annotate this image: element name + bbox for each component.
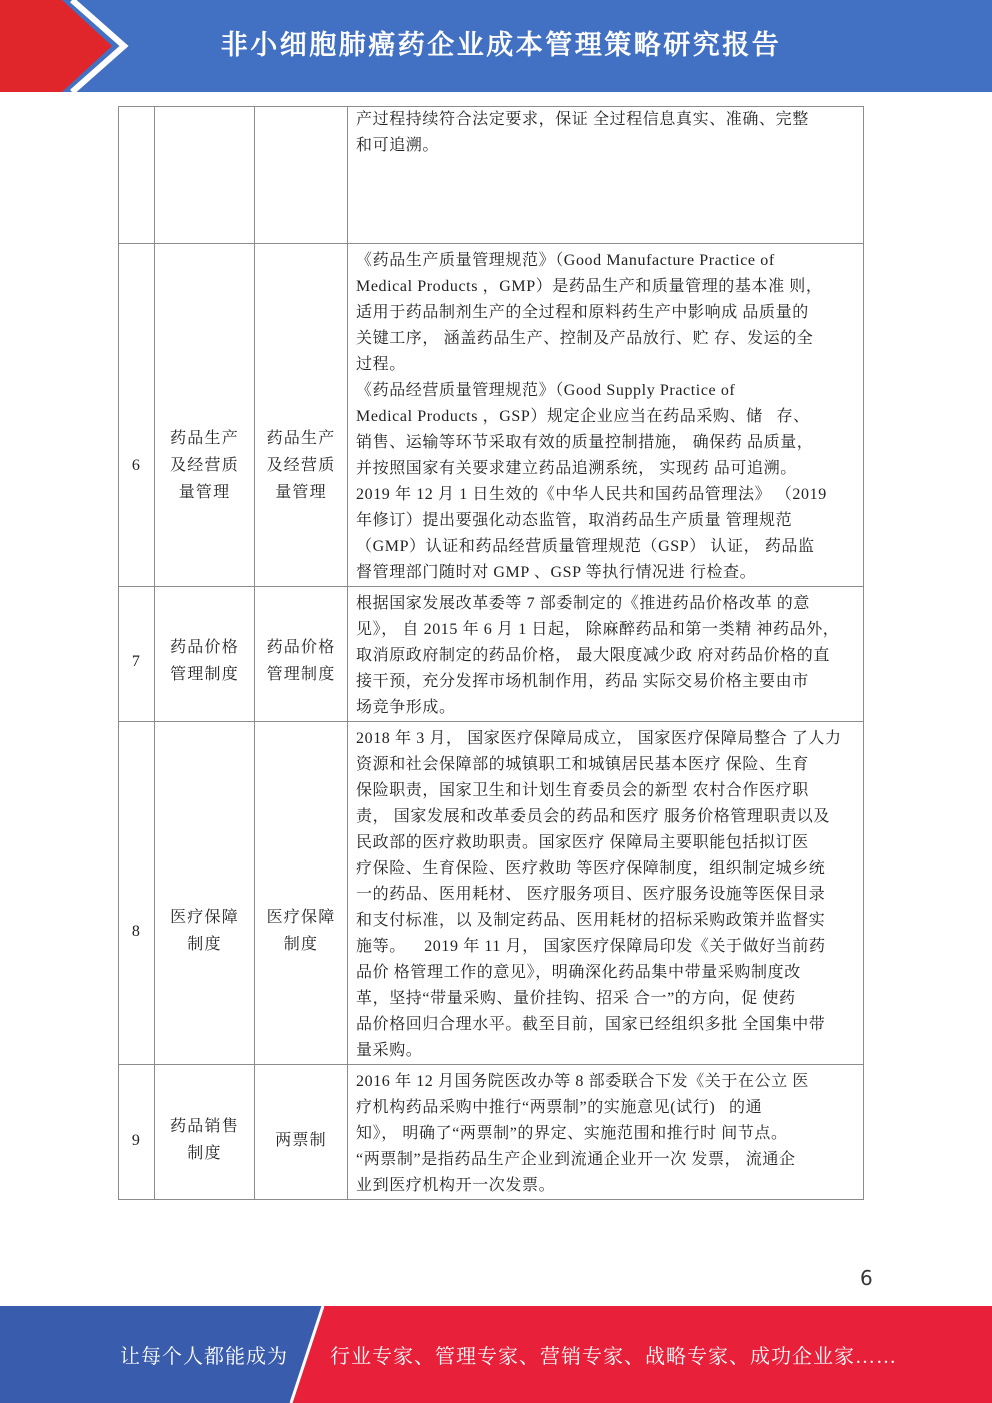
content-line: 年修订）提出要强化动态监管，取消药品生产质量 管理规范 (356, 512, 793, 529)
content-line: 关键工序， 涵盖药品生产、控制及产品放行、贮 存、发运的全 (356, 330, 814, 347)
row-number: 6 (131, 456, 142, 474)
category-line: 医疗保障 (170, 909, 239, 926)
content-cell (348, 107, 864, 244)
content-line: 和可追溯。 (356, 137, 440, 154)
footer-slogan-roles: 行业专家、管理专家、营销专家、战略专家、成功企业家…… (330, 1346, 897, 1368)
policy-table-body (119, 107, 864, 1200)
content-line: 保险职责，国家卫生和计划生育委员会的新型 农村合作医疗职 (356, 782, 809, 799)
category-cell (155, 722, 255, 1065)
table-row (119, 587, 864, 722)
content-line: 根据国家发展改革委等 7 部委制定的《推进药品价格改革 的意 (356, 595, 811, 612)
content-line: 场竞争形成。 (356, 699, 456, 716)
item-line: 及经营质 (266, 456, 336, 474)
content-line: 2018 年 3 月， 国家医疗保障局成立， 国家医疗保障局整合 了人力 (356, 730, 842, 747)
content-line: 责， 国家发展和改革委员会的药品和医疗 服务价格管理职责以及 (356, 808, 831, 825)
content-line: 革，坚持“带量采购、量价挂钩、招采 合一”的方向，促 使药 (356, 990, 796, 1007)
item-cell (255, 107, 348, 244)
content-line: （GMP）认证和药品经营质量管理规范（GSP） 认证， 药品监 (356, 538, 815, 555)
content-line: 量采购。 (356, 1042, 423, 1059)
row-number: 9 (131, 1131, 142, 1149)
item-line: 药品生产 (266, 429, 336, 447)
row-number-cell (119, 107, 155, 244)
content-cell (348, 244, 864, 587)
category-line: 及经营质 (170, 456, 239, 474)
content-line: 《药品生产质量管理规范》（Good Manufacture Practice of (356, 252, 775, 269)
content-line: 疗保险、生育保险、医疗救助 等医疗保障制度，组织制定城乡统 (356, 860, 826, 877)
content-line: 知》， 明确了“两票制”的界定、实施范围和推行时 间节点。 (356, 1125, 788, 1142)
content-line: 和支付标准，以 及制定药品、医用耗材的招标采购政策并监督实 (356, 912, 826, 929)
item-cell (255, 587, 348, 722)
content-line: 民政部的医疗救助职责。国家医疗 保障局主要职能包括拟订医 (356, 834, 809, 851)
page-number: 6 (860, 1266, 873, 1290)
content-line: 2019 年 12 月 1 日生效的《中华人民共和国药品管理法》 （2019 (356, 486, 827, 503)
content-line: “两票制”是指药品生产企业到流通企业开一次 发票， 流通企 (356, 1151, 796, 1168)
content-line: 取消原政府制定的药品价格， 最大限度减少政 府对药品价格的直 (356, 647, 831, 664)
content-line: 品价格回归合理水平。截至目前，国家已经组织多批 全国集中带 (356, 1016, 826, 1033)
category-cell (155, 587, 255, 722)
item-cell (255, 1065, 348, 1200)
table-row (119, 722, 864, 1065)
row-number-cell (119, 587, 155, 722)
item-cell (255, 244, 348, 587)
content-line: Medical Products ，GMP）是药品生产和质量管理的基本准 则， (356, 278, 823, 295)
table-row (119, 107, 864, 244)
item-line: 制度 (283, 936, 319, 953)
category-line: 药品销售 (170, 1118, 239, 1135)
table-row (119, 244, 864, 587)
content-line: 接干预，充分发挥市场机制作用，药品 实际交易价格主要由市 (356, 673, 809, 690)
content-line: Medical Products ，GSP）规定企业应当在药品采购、储 存、 (356, 408, 810, 425)
content-line: 督管理部门随时对 GMP 、GSP 等执行情况进 行检查。 (356, 564, 757, 581)
category-line: 管理制度 (170, 666, 239, 683)
category-line: 制度 (187, 936, 222, 953)
content-line: 一的药品、医用耗材、 医疗服务项目、医疗服务设施等医保目录 (356, 886, 826, 903)
content-line: 销售、运输等环节采取有效的质量控制措施， 确保药 品质量， (356, 434, 814, 451)
content-line: 《药品经营质量管理规范》（Good Supply Practice of (356, 382, 736, 399)
item-cell (255, 722, 348, 1065)
content-line: 业到医疗机构开一次发票。 (356, 1177, 556, 1194)
content-line: 过程。 (356, 356, 406, 373)
content-cell (348, 722, 864, 1065)
content-line: 适用于药品制剂生产的全过程和原料药生产中影响成 品质量的 (356, 304, 809, 321)
content-line: 资源和社会保障部的城镇职工和城镇居民基本医疗 保险、生育 (356, 756, 809, 773)
content-cell (348, 1065, 864, 1200)
content-line: 品价 格管理工作的意见》，明确深化药品集中带量采购制度改 (356, 964, 801, 981)
row-number: 8 (131, 922, 142, 940)
row-number-cell (119, 1065, 155, 1200)
category-cell (155, 1065, 255, 1200)
category-line: 量管理 (178, 483, 231, 501)
category-line: 制度 (187, 1145, 222, 1162)
category-cell (155, 107, 255, 244)
content-line: 疗机构药品采购中推行“两票制”的实施意见(试行) 的通 (356, 1099, 763, 1116)
row-number-cell (119, 244, 155, 587)
content-line: 并按照国家有关要求建立药品追溯系统， 实现药 品可追溯。 (356, 460, 797, 477)
report-title: 非小细胞肺癌药企业成本管理策略研究报告 (220, 30, 782, 61)
footer-slogan-prefix: 让每个人都能成为 (120, 1346, 288, 1368)
policy-table (118, 106, 864, 1200)
category-cell (155, 244, 255, 587)
item-line: 药品价格 (266, 639, 336, 656)
item-line: 两票制 (275, 1131, 327, 1149)
row-number: 7 (131, 652, 142, 670)
item-line: 医疗保障 (266, 909, 336, 926)
category-line: 药品生产 (170, 429, 239, 447)
item-line: 量管理 (275, 483, 327, 501)
row-number-cell (119, 722, 155, 1065)
content-line: 2016 年 12 月国务院医改办等 8 部委联合下发《关于在公立 医 (356, 1073, 810, 1090)
content-line: 施等。 2019 年 11 月， 国家医疗保障局印发《关于做好当前药 (356, 938, 826, 955)
item-line: 管理制度 (266, 666, 336, 683)
content-cell (348, 587, 864, 722)
table-row (119, 1065, 864, 1200)
content-line: 产过程持续符合法定要求，保证 全过程信息真实、准确、完整 (356, 111, 809, 128)
content-line: 见》， 自 2015 年 6 月 1 日起， 除麻醉药品和第一类精 神药品外， (356, 621, 840, 638)
category-line: 药品价格 (170, 639, 239, 656)
